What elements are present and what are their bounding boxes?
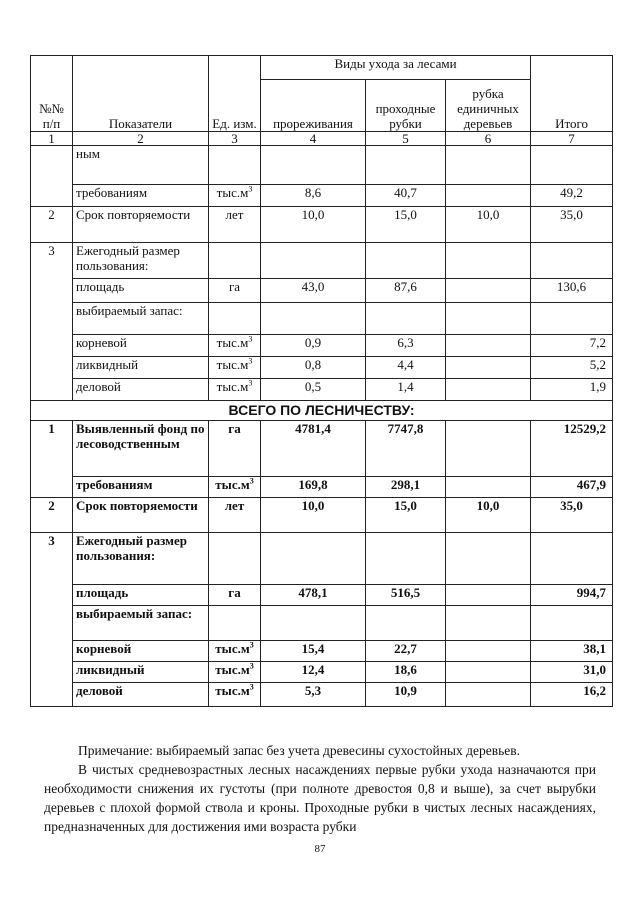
- table-row: [31, 662, 613, 683]
- row-label: Ежегодный размер пользования:: [73, 243, 209, 279]
- value-total: 49,2: [531, 185, 613, 207]
- value-passage: 4,4: [366, 357, 446, 379]
- page-number: 87: [314, 843, 326, 855]
- value-passage: 516,5: [366, 585, 446, 606]
- value-single: 10,0: [446, 207, 531, 243]
- table-row: [31, 335, 613, 357]
- value-passage: 22,7: [366, 641, 446, 662]
- row-label: ным: [73, 146, 209, 185]
- col-num-6: 6: [446, 132, 531, 146]
- header-number: №№ п/п: [31, 56, 73, 132]
- row-number: 3: [31, 243, 73, 401]
- unit-cell: $тыс.м^3$: [209, 477, 261, 498]
- unit-cell: $тыс.м^3$: [209, 641, 261, 662]
- unit-cell: $тыс.м^3$: [209, 379, 261, 401]
- table-row: [31, 683, 613, 707]
- row-label: корневой: [73, 641, 209, 662]
- unit-cell: лет: [209, 498, 261, 533]
- value-single: [446, 185, 531, 207]
- unit-cell: га: [209, 585, 261, 606]
- table-row: [31, 421, 613, 477]
- table-row: [31, 641, 613, 662]
- row-label: требованиям: [73, 477, 209, 498]
- row-label: выбираемый запас:: [73, 303, 209, 335]
- note-paragraph: Примечание: выбираемый запас без учета древесины сухостойных деревьев.: [78, 743, 520, 758]
- value-thinning: 169,8: [261, 477, 366, 498]
- value-total: 16,2: [531, 683, 613, 707]
- header-care-types: Виды ухода за лесами: [261, 56, 531, 80]
- value-thinning: 0,9: [261, 335, 366, 357]
- value-thinning: 4781,4: [261, 421, 366, 477]
- value-total: 35,0: [531, 207, 613, 243]
- unit-cell: $тыс.м^3$: [209, 662, 261, 683]
- value-thinning: 43,0: [261, 279, 366, 303]
- value-passage: 87,6: [366, 279, 446, 303]
- row-label: требованиям: [73, 185, 209, 207]
- value-single: 10,0: [446, 498, 531, 533]
- value-passage: 18,6: [366, 662, 446, 683]
- row-label: Срок повторяемости: [73, 498, 209, 533]
- header-thinning: прореживания: [261, 80, 366, 132]
- value-total: 5,2: [531, 357, 613, 379]
- header-passage-cutting: проходные рубки: [366, 80, 446, 132]
- row-label: деловой: [73, 379, 209, 401]
- value-total: 467,9: [531, 477, 613, 498]
- top-section: [31, 146, 613, 401]
- table-row: [31, 606, 613, 641]
- unit-cell: $тыс.м^3$: [209, 683, 261, 707]
- note-text: [44, 741, 596, 836]
- value-thinning: 12,4: [261, 662, 366, 683]
- body-paragraph: В чистых средневозрастных лесных насаждениях первые рубки ухода назначаются при необходимости снижения их густоты (при полноте древостоя 0,8 и выше), за счет вырубки деревьев с плохой формой ствола и кроны. Проходные рубки в чистых лесных насаждениях, предназначенных для достижения ими возраста рубки: [44, 762, 596, 834]
- value-passage: 10,9: [366, 683, 446, 707]
- value-total: 12529,2: [531, 421, 613, 477]
- row-label: Ежегодный размер пользования:: [73, 533, 209, 585]
- value-thinning: 0,8: [261, 357, 366, 379]
- table-row: [31, 379, 613, 401]
- value-total: 7,2: [531, 335, 613, 357]
- value-thinning: 10,0: [261, 498, 366, 533]
- table-row: [31, 357, 613, 379]
- row-number: 2: [31, 207, 73, 243]
- unit-cell: $тыс.м^3$: [209, 357, 261, 379]
- unit-cell: га: [209, 279, 261, 303]
- forestry-total-section: [31, 421, 613, 707]
- unit-cell: га: [209, 421, 261, 477]
- section-title: ВСЕГО ПО ЛЕСНИЧЕСТВУ:: [31, 401, 613, 421]
- table-row: [31, 498, 613, 533]
- value-total: 994,7: [531, 585, 613, 606]
- row-label: выбираемый запас:: [73, 606, 209, 641]
- row-number: [31, 146, 73, 207]
- value-thinning: 0,5: [261, 379, 366, 401]
- table-row: [31, 279, 613, 303]
- value-total: 130,6: [531, 279, 613, 303]
- col-num-1: 1: [31, 132, 73, 146]
- header-unit: Ед. изм.: [209, 56, 261, 132]
- row-label: площадь: [73, 279, 209, 303]
- value-total: 1,9: [531, 379, 613, 401]
- table-row: [31, 207, 613, 243]
- forest-care-table: [30, 55, 613, 707]
- value-passage: 15,0: [366, 498, 446, 533]
- header-indicators: Показатели: [73, 56, 209, 132]
- value-passage: 15,0: [366, 207, 446, 243]
- value-thinning: 478,1: [261, 585, 366, 606]
- value-total: 38,1: [531, 641, 613, 662]
- value-thinning: 5,3: [261, 683, 366, 707]
- row-label: Выявленный фонд по лесоводственным: [73, 421, 209, 477]
- value-total: 35,0: [531, 498, 613, 533]
- value-passage: 40,7: [366, 185, 446, 207]
- row-label: площадь: [73, 585, 209, 606]
- value-passage: 298,1: [366, 477, 446, 498]
- col-num-7: 7: [531, 132, 613, 146]
- row-label: корневой: [73, 335, 209, 357]
- row-label: деловой: [73, 683, 209, 707]
- col-num-2: 2: [73, 132, 209, 146]
- row-number: 2: [31, 498, 73, 533]
- value-passage: 7747,8: [366, 421, 446, 477]
- value-total: 31,0: [531, 662, 613, 683]
- table-row: [31, 585, 613, 606]
- row-label: ликвидный: [73, 357, 209, 379]
- unit-cell: $тыс.м^3$: [209, 185, 261, 207]
- unit-cell: лет: [209, 207, 261, 243]
- value-thinning: 8,6: [261, 185, 366, 207]
- table-row: [31, 303, 613, 335]
- row-number: 1: [31, 421, 73, 498]
- unit-cell: $тыс.м^3$: [209, 335, 261, 357]
- header-total: Итого: [531, 56, 613, 132]
- table-row: [31, 185, 613, 207]
- value-passage: 1,4: [366, 379, 446, 401]
- col-num-4: 4: [261, 132, 366, 146]
- col-num-3: 3: [209, 132, 261, 146]
- forest-care-table-container: [30, 55, 612, 707]
- value-passage: 6,3: [366, 335, 446, 357]
- value-thinning: 10,0: [261, 207, 366, 243]
- table-row: [31, 477, 613, 498]
- table-row: [31, 533, 613, 585]
- value-thinning: 15,4: [261, 641, 366, 662]
- row-label: ликвидный: [73, 662, 209, 683]
- table-row: [31, 243, 613, 279]
- row-label: Срок повторяемости: [73, 207, 209, 243]
- col-num-5: 5: [366, 132, 446, 146]
- row-number: 3: [31, 533, 73, 707]
- header-single-tree: рубка единичных деревьев: [446, 80, 531, 132]
